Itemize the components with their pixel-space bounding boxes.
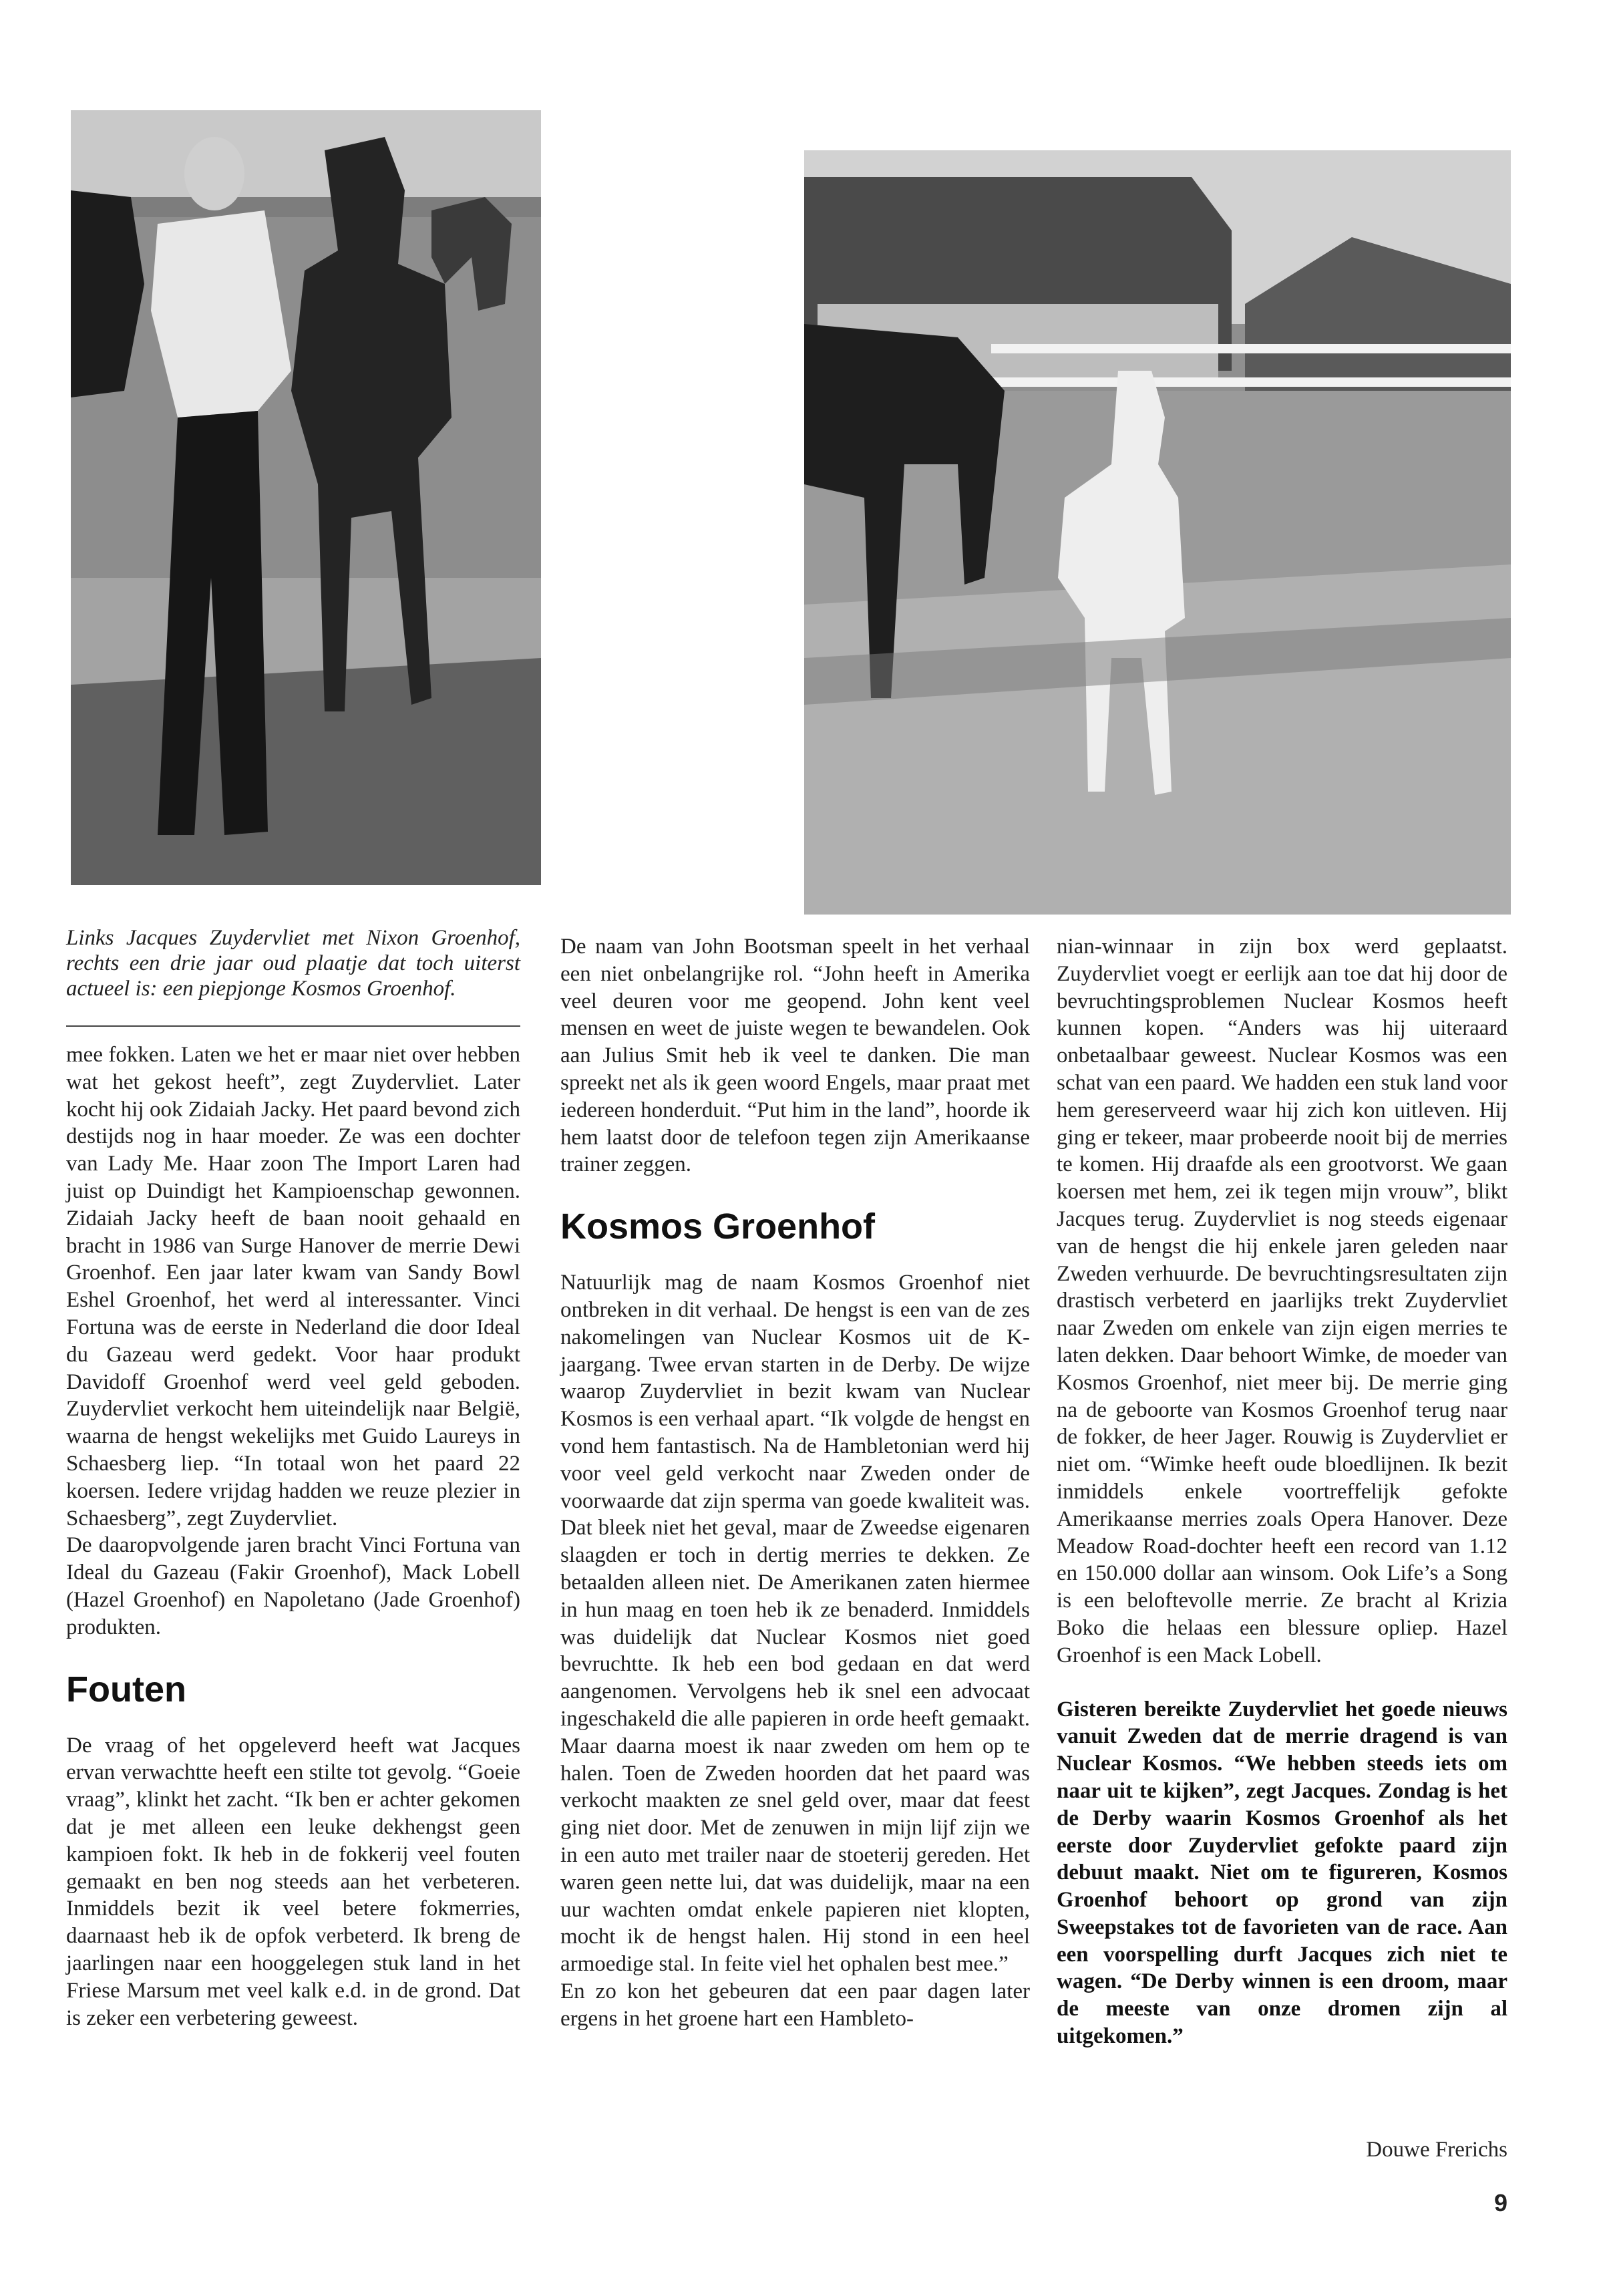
author-byline: Douwe Frerichs	[1366, 2138, 1507, 2162]
page-number: 9	[1493, 2189, 1507, 2217]
heading-kosmos-groenhof: Kosmos Groenhof	[560, 1206, 876, 1247]
col3-paragraph-1: nian-winnaar in zijn box werd geplaatst. Zuydervliet voegt er eerlijk aan toe dat hij door de bevruchtingsproblemen Nuclear Kosmos heeft kunnen kopen. “Anders was hij uiteraard onbetaalbaar geweest. Nuclear Kosmos was een schat van een paard. We hadden een stuk land voor hem gereserveerd waar hij zich kon uitleven. Hij ging er tekeer, maar probeerde nooit bij de merries te komen. Hij draafde als een grootvorst. We gaan koersen met hem, zei ik tegen mijn vrouw”, blikt Jacques terug. Zuydervliet is nog steeds eigenaar van de hengst die hij enkele jaren geleden naar Zweden verhuurde. De bevruchtingsresultaten zijn drastisch verbeterd en jaarlijks trekt Zuydervliet naar Zweden om enkele van zijn eigen merries te laten dekken. Daar behoort Wimke, de moeder van Kosmos Groenhof, niet meer bij. De merrie ging na de geboorte van Kosmos Groenhof terug naar de fokker, de heer Jager. Rouwig is Zuydervliet er niet om. “Wimke heeft oude bloedlijnen. Ik bezit inmiddels enkele voortreffelijk gefokte Amerikaanse merries zoals Opera Hanover. Deze Meadow Road-dochter heeft een record van 1.12 en 150.000 dollar aan winsom. Ook Life’s a Song is een beloftevolle merrie. Ze bracht al Krizia Boko die helaas een blessure opliep. Hazel Groenhof is een Mack Lobell.	[1057, 935, 1507, 1667]
col2-paragraph-2: Natuurlijk mag de naam Kosmos Groenhof niet ontbreken in dit verhaal. De hengst is een van de zes nakomelingen van Nuclear Kosmos uit de K-jaargang. Twee ervan starten in de Derby. De wijze waarop Zuydervliet in bezit kwam van Nuclear Kosmos is een verhaal apart. “Ik volgde de hengst en vond hem fantastisch. Na de Hambletonian werd hij voor veel geld verkocht naar Zweden onder de voorwaarde dat zijn sperma van goede kwaliteit was. Dat bleek niet het geval, maar de Zweedse eigenaren slaagden er toch in dertig merries te dekken. Ze betaalden alleen niet. De Amerikanen zaten hiermee in hun maag en toen heb ik ze benaderd. Inmiddels was duidelijk dat Nuclear Kosmos niet goed bevruchtte. Ik heb een bod gedaan en dat werd aangenomen. Vervolgens heb ik snel een advocaat ingeschakeld die alle papieren in orde heeft gemaakt. Maar daarna moest ik naar zweden om hem op te halen. Toen de Zweden hoorden dat het paard was verkocht maakten ze snel geld over, maar dat feest ging niet door. Met de zenuwen in mijn lijf zijn we in een auto met trailer naar de stoeterij gereden. Het waren geen nette lui, dat was duidelijk, maar na een uur wachten omdat enkele papieren niet klopten, mocht ik de hengst halen. Hij stond in een heel armoedige stal. In feite viel het ophalen best mee.”	[560, 1271, 1030, 1977]
photo-man-with-foal	[71, 110, 541, 885]
photo-mare-and-foal	[804, 150, 1511, 915]
heading-fouten: Fouten	[66, 1669, 186, 1709]
caption-divider	[66, 1025, 520, 1027]
col1-paragraph-3: De vraag of het opgeleverd heeft wat Jacques ervan verwachtte heeft een stilte tot gevolg. “Goeie vraag”, klinkt het zacht. “Ik ben er achter gekomen dat je met alleen een leuke dekhengst geen kampioen fokt. Ik heb in de fokkerij veel fouten gemaakt en ben nog steeds aan het verbeteren. Inmiddels bezit ik veel betere fokmerries, daarnaast heb ik de opfok verbeterd. Ik breng de jaarlingen naar een hooggelegen stuk land in het Friese Marsum met veel kalk e.d. in de grond. Dat is zeker een verbetering geweest.	[66, 1733, 520, 2030]
column-3	[1057, 933, 1507, 2050]
col2-paragraph-3: En zo kon het gebeuren dat een paar dagen later ergens in het groene hart een Hambleto-	[560, 1979, 1030, 2031]
photo-caption: Links Jacques Zuydervliet met Nixon Groenhof, rechts een drie jaar oud plaatje dat toch uiterst actueel is: een piepjonge Kosmos Groenhof.	[66, 926, 520, 1001]
col2-paragraph-1: De naam van John Bootsman speelt in het verhaal een niet onbelangrijke rol. “John heeft in Amerika veel deuren voor me geopend. John kent veel mensen en weet de juiste wegen te bewandelen. Ook aan Julius Smit heb ik veel te danken. Die man spreekt net als ik geen woord Engels, maar praat met iedereen honderduit. “Put him in the land”, hoorde ik hem laatst door de telefoon tegen zijn Amerikaanse trainer zeggen.	[560, 935, 1030, 1177]
col1-paragraph-1: mee fokken. Laten we het er maar niet over hebben wat het gekost heeft”, zegt Zuydervliet. Later kocht hij ook Zidaiah Jacky. Het paard bevond zich destijds nog in haar moeder. Ze was een dochter van Lady Me. Haar zoon The Import Laren had juist op Duindigt het Kampioenschap gewonnen. Zidaiah Jacky heeft de baan nooit gehaald en bracht in 1986 van Surge Hanover de merrie Dewi Groenhof. Een jaar later kwam van Sandy Bowl Eshel Groenhof, het werd al interessanter. Vinci Fortuna was de eerste in Nederland die door Ideal du Gazeau werd gedekt. Voor haar produkt Davidoff Groenhof werd veel geld geboden. Zuydervliet verkocht hem uiteindelijk naar België, waarna de hengst wekelijks met Guido Laureys in Schaesberg liep. “In totaal won het paard 22 koersen. Iedere vrijdag hadden we reuze plezier in Schaesberg”, zegt Zuydervliet.	[66, 1043, 520, 1530]
col1-paragraph-2: De daaropvolgende jaren bracht Vinci Fortuna van Ideal du Gazeau (Fakir Groenhof), Mack Lobell (Hazel Groenhof) en Napoletano (Jade Groenhof) produkten.	[66, 1533, 520, 1639]
col3-closing-paragraph: Gisteren bereikte Zuydervliet het goede nieuws vanuit Zweden dat de merrie dragend is van Nuclear Kosmos. “We hebben steeds iets om naar uit te kijken”, zegt Jacques. Zondag is het de Derby waarin Kosmos Groenhof als het eerste door Zuydervliet gefokte paard zijn debuut maakt. Niet om te figureren, Kosmos Groenhof behoort op grond van zijn Sweepstakes tot de favorieten van de race. Aan een voorspelling durft Jacques zich niet te wagen. “De Derby winnen is een droom, maar de meeste van onze dromen zijn al uitgekomen.”	[1057, 1697, 1507, 2049]
column-1	[66, 925, 520, 2031]
column-2	[560, 933, 1030, 2032]
